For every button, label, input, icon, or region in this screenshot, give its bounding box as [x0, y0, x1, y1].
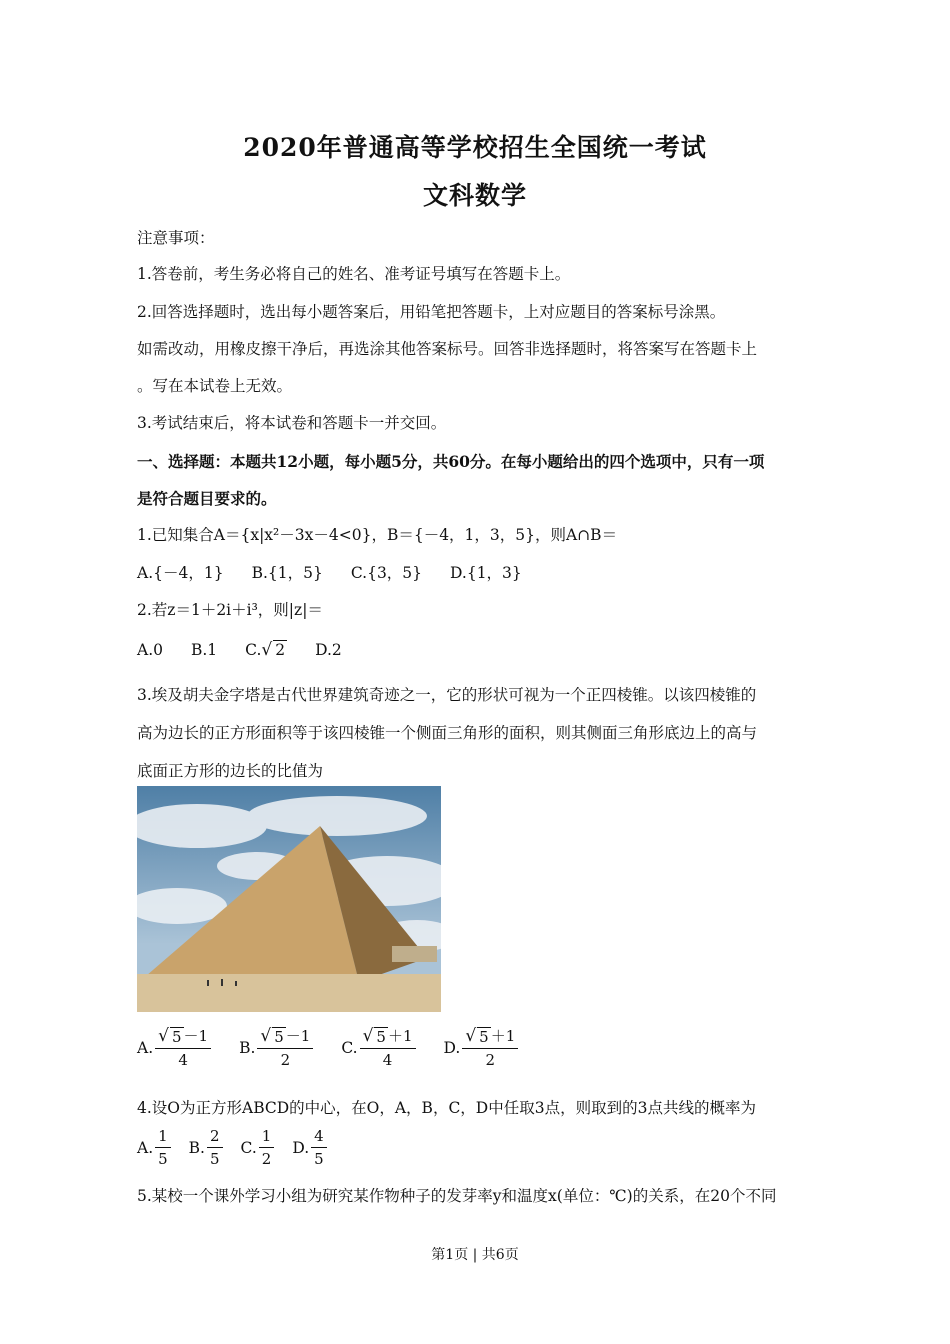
question-3-stem-line3: 底面正方形的边长的比值为	[137, 762, 324, 780]
notice-heading: 注意事项：	[137, 229, 215, 247]
exam-subtitle: 文科数学	[422, 181, 527, 210]
page-footer: 第1页 | 共6页	[431, 1247, 519, 1263]
notice-item-2-end: 。写在本试卷上无效。	[137, 377, 293, 395]
radical-sign-icon: √	[158, 1026, 169, 1047]
q3-option-c: C. √ 5 ＋1 4	[341, 1027, 415, 1069]
q1-option-b: B.{1，5}	[251, 564, 323, 582]
distant-building	[392, 946, 437, 962]
q1-option-c: C.{3，5}	[350, 564, 423, 582]
radical-sign-icon: √	[362, 1026, 374, 1047]
q1-option-d: D.{1，3}	[450, 564, 522, 582]
q2-option-b: B.1	[190, 641, 218, 659]
question-3-stem-line1: 3.埃及胡夫金字塔是古代世界建筑奇迹之一，它的形状可视为一个正四棱锥。以该四棱锥的	[137, 686, 757, 704]
section-heading-cont: 是符合题目要求的。	[137, 489, 277, 508]
question-4-options	[137, 1128, 345, 1167]
q2-option-d: D.2	[315, 641, 342, 659]
exam-title: 2020年普通高等学校招生全国统一考试	[243, 133, 707, 162]
q4-option-a: A. $\frac{1}{5}$	[137, 1128, 171, 1167]
notice-item-1: 1.答卷前，考生务必将自己的姓名、准考证号填写在答题卡上。	[137, 265, 571, 283]
question-1-stem: 1.已知集合A＝{x|x²－3x－4<0}，B＝{－4，1，3，5}，则A∩B＝	[137, 526, 618, 544]
notice-item-3: 3.考试结束后，将本试卷和答题卡一并交回。	[137, 414, 447, 432]
radical-sign-icon: √	[465, 1026, 477, 1047]
q3-option-b: B. √ 5 －1 2	[239, 1027, 313, 1069]
question-5-stem: 5.某校一个课外学习小组为研究某作物种子的发芽率y和温度x(单位：℃)的关系，在20个不同	[137, 1187, 777, 1205]
q2-option-c: C. √ 2	[245, 640, 286, 660]
q4-option-c: C. $\frac{1}{2}$	[241, 1128, 275, 1167]
radical-sign-icon: √	[260, 1026, 272, 1047]
pyramid-photo	[137, 786, 441, 1012]
question-4-stem: 4.设O为正方形ABCD的中心，在O，A，B，C，D中任取3点，则取到的3点共线的概率为	[137, 1099, 756, 1117]
q3-option-d: D. √ 5 ＋1 2	[444, 1027, 519, 1069]
q2-option-a: A.0	[137, 641, 163, 659]
question-2-stem: 2.若z＝1＋2i＋i³，则|z|＝	[137, 601, 323, 619]
q4-option-d: D. $\frac{4}{5}$	[292, 1128, 326, 1167]
question-3-options	[137, 1027, 546, 1069]
radical-sign-icon: √	[261, 640, 273, 660]
q1-option-a: A.{－4，1}	[137, 564, 224, 582]
section-heading: 一、选择题：本题共12小题，每小题5分，共60分。在每小题给出的四个选项中，只有一项	[137, 452, 765, 471]
question-1-options	[137, 561, 550, 583]
q3-option-a: A. √ 5 －1 4	[137, 1027, 211, 1069]
q4-option-b: B. $\frac{2}{5}$	[189, 1128, 223, 1167]
question-3-stem-line2: 高为边长的正方形面积等于该四棱锥一个侧面三角形的面积，则其侧面三角形底边上的高与	[137, 724, 758, 742]
notice-item-2: 2.回答选择题时，选出每小题答案后，用铅笔把答题卡，上对应题目的答案标号涂黑。	[137, 303, 726, 321]
sqrt-expression: √ 2	[261, 640, 286, 660]
pyramid-illustration	[137, 786, 441, 1012]
sand-ground	[137, 974, 441, 1012]
question-2-options	[137, 640, 370, 660]
notice-item-2-cont: 如需改动，用橡皮擦干净后，再选涂其他答案标号。回答非选择题时，将答案写在答题卡上	[137, 340, 758, 358]
